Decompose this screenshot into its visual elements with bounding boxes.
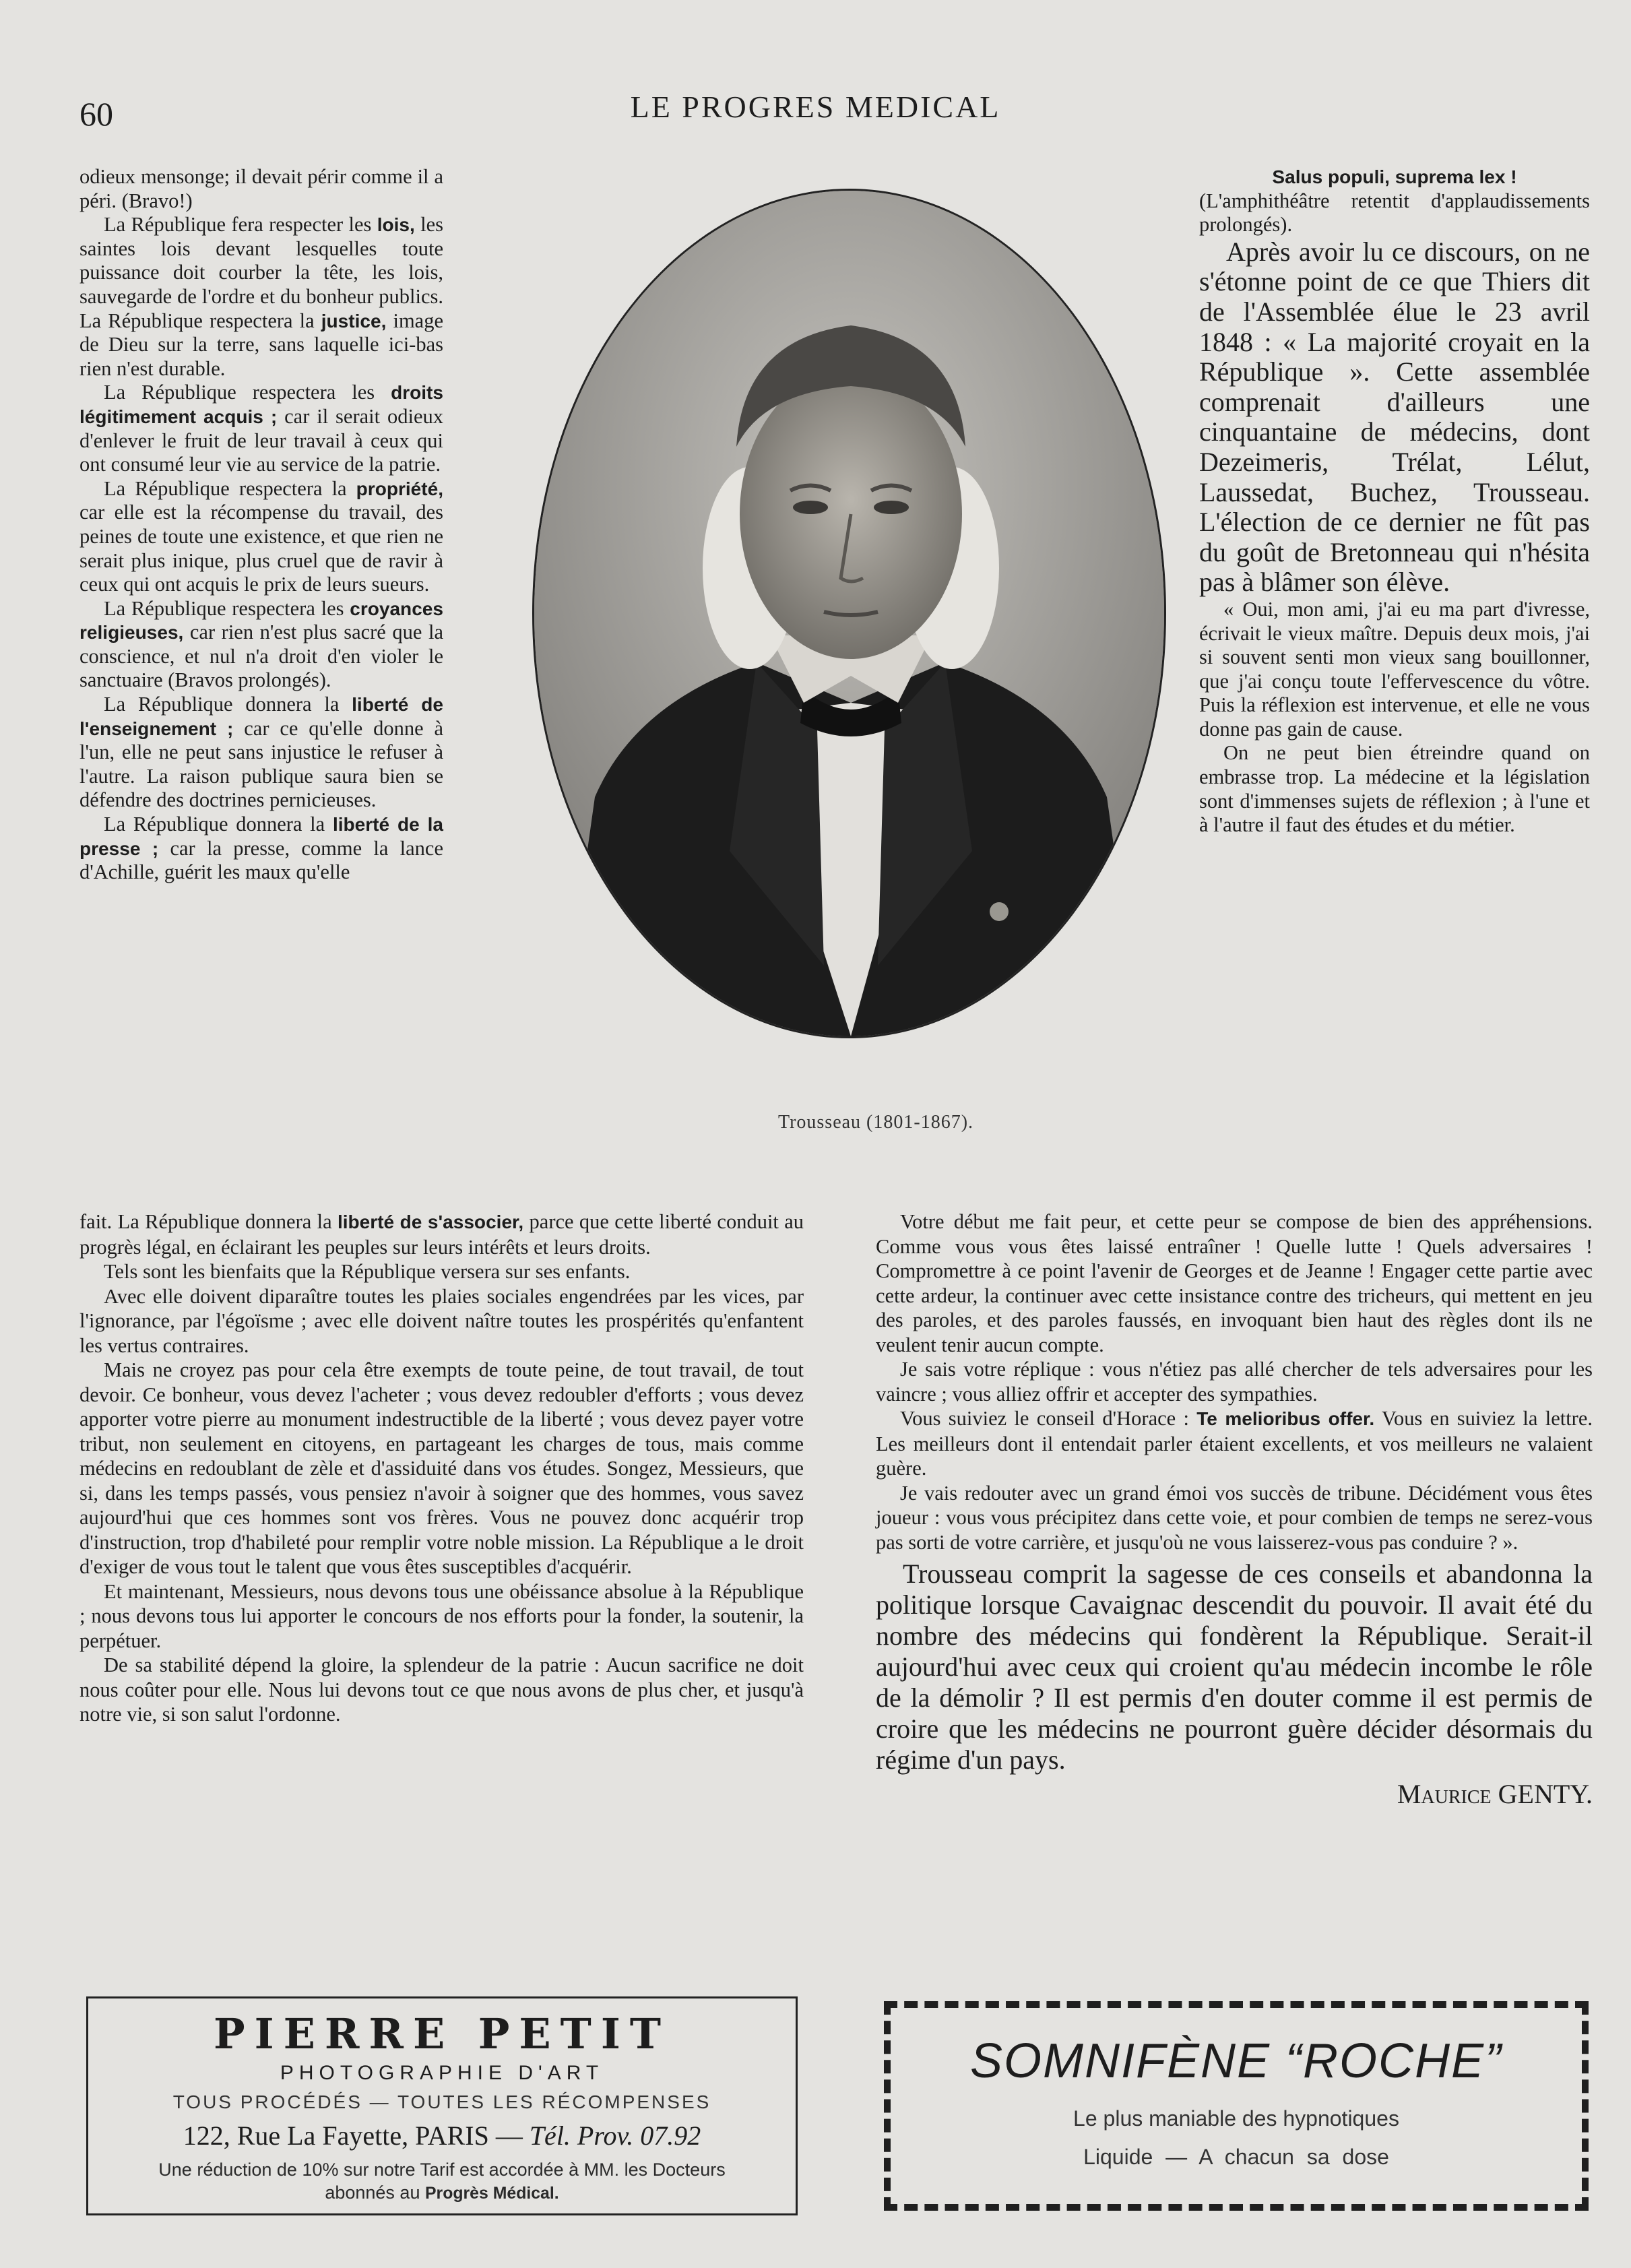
paragraph: On ne peut bien étreindre quand on embrasse trop. La médecine et la législation sont d'immenses sujets de réflexion ; à l'une et à l'autre il faut des études et du métier. bbox=[1199, 741, 1590, 837]
paragraph: Et maintenant, Messieurs, nous devons tous une obéissance absolue à la République ; nous devons tous lui apporter le concours de nos efforts pour la fonder, la soutenir, la perpétuer. bbox=[79, 1579, 804, 1652]
ad-subtitle: PHOTOGRAPHIE D'ART bbox=[280, 2062, 604, 2084]
right-column bbox=[1199, 165, 1590, 838]
paragraph: La République respectera les droits légitimement acquis ; car il serait odieux d'enlever le fruit de leur travail à ceux qui ont consumé leur vie au service de la patrie. bbox=[79, 381, 443, 476]
motto: Salus populi, suprema lex ! bbox=[1272, 166, 1517, 187]
paragraph: Votre début me fait peur, et cette peur se compose de bien des appréhensions. Comme vous vous êtes laissé entraîner ! Quelle lutte ! Quels adversaires ! Compromettre à ce point l'avenir de Georges et de Jeanne ! Engager cette partie avec cette ardeur, la continuer avec cette insistance contre des tricheurs, qui mettent en jeu des paroles, et des paroles faussés, en invoquant bien haut des règles dont ils ne veulent tenir aucun compte. bbox=[876, 1210, 1593, 1356]
portrait-illustration bbox=[534, 191, 1164, 1036]
paragraph: Tels sont les bienfaits que la République versera sur ses enfants. bbox=[104, 1260, 631, 1283]
left-column bbox=[79, 165, 443, 885]
journal-title: LE PROGRES MEDICAL bbox=[630, 90, 1001, 124]
paragraph: Mais ne croyez pas pour cela être exempts de toute peine, de tout travail, de tout devoir. Ce bonheur, vous devez l'acheter ; vous devez redoubler d'efforts ; vous devez apporter votre pierre au monument indestructible de la liberté ; vous devez payer votre tribut, non seulement en citoyens, en partageant les charges de tous, mais comme médecins en redoublant de zèle et d'assiduité dans vos études. Songez, Messieurs, que si, dans les temps passés, vous pensiez n'avoir à soigner que des hommes, vous savez aujourd'hui que ces hommes sont vos frères. Vous ne pouvez donc acquérir trop d'instruction, trop d'habileté pour remplir votre noble mission. La République a le droit d'exiger de vous tout le talent que vous êtes susceptibles d'acquérir. bbox=[79, 1358, 804, 1578]
ad-line: Liquide — A chacun sa dose bbox=[1083, 2145, 1389, 2169]
paragraph: fait. La République donnera la liberté de s'associer, parce que cette liberté conduit au progrès légal, en éclairant les peuples sur leurs intérêts et leurs droits. bbox=[79, 1210, 804, 1259]
paragraph: La République donnera la liberté de la presse ; car la presse, comme la lance d'Achille, guérit les maux qu'elle bbox=[79, 813, 444, 884]
paragraph: La République donnera la liberté de l'enseignement ; car ce qu'elle donne à l'un, elle ne peut sans injustice le refuser à l'autre. La raison publique saura bien se défendre des doctrines pernicieuses. bbox=[79, 693, 443, 812]
portrait-image bbox=[532, 189, 1166, 1038]
paragraph: Vous suiviez le conseil d'Horace : Te melioribus offer. Vous en suiviez la lettre. Les meilleurs dont il entendait parler étaient excellents, et vos meilleurs ne valaient guère. bbox=[876, 1407, 1593, 1480]
ad-brand-name: PIERRE PETIT bbox=[214, 2009, 670, 2058]
wide-right-column bbox=[876, 1209, 1593, 1807]
paragraph: De sa stabilité dépend la gloire, la splendeur de la patrie : Aucun sacrifice ne doit nous coûter pour elle. Nous lui devons tout ce que nous avons de plus cher, et jusqu'à notre vie, si son salut l'ordonne. bbox=[79, 1653, 804, 1726]
ad-address-line: 122, Rue La Fayette, PARIS — Tél. Prov. 07.92 bbox=[183, 2120, 701, 2151]
ad-somnifene bbox=[876, 1993, 1597, 2219]
paragraph: La République respectera les croyances religieuses, car rien n'est plus sacré que la conscience, et nul n'a droit d'en violer le sanctuaire (Bravos prolongés). bbox=[79, 596, 443, 692]
paragraph: La République respectera la propriété, car elle est la récompense du travail, des peines de toute une existence, et que rien ne serait plus inique, plus cruel que de ravir à ceux qui ont acquis le prix de leurs sueurs. bbox=[79, 476, 443, 596]
ad-dashed-frame bbox=[884, 2001, 1589, 2211]
author-signature: Maurice GENTY. bbox=[1397, 1779, 1593, 1809]
paragraph: odieux mensonge; il devait périr comme il a péri. (Bravo!) bbox=[79, 165, 443, 212]
applause-note: (L'amphithéâtre retentit d'applaudissements prolongés). bbox=[1199, 189, 1590, 237]
ad-pierre-petit bbox=[86, 1996, 798, 2215]
page-number: 60 bbox=[79, 95, 113, 133]
ad-line: Le plus maniable des hypnotiques bbox=[1073, 2106, 1399, 2131]
ad-tagline: TOUS PROCÉDÉS — TOUTES LES RÉCOMPENSES bbox=[172, 2091, 711, 2112]
paragraph-large: Trousseau comprit la sagesse de ces conseils et abandonna la politique lorsque Cavaignac descendit du pouvoir. Il avait été du nombre des médecins qui fondèrent la République. Serait-il aujourd'hui avec ceux qui croient qu'au médecin incombe le rôle de la démolir ? Il est permis d'en douter comme il est permis de croire que les médecins ne pourront guère décider désormais du régime d'un pays. bbox=[876, 1558, 1593, 1775]
paragraph: « Oui, mon ami, j'ai eu ma part d'ivresse, écrivait le vieux maître. Depuis deux mois, j'ai si souvent senti mon vieux sang bouillonner, que j'ai conçu toute l'effervescence du vôtre. Puis la réflexion est intervenue, et elle ne vous donne pas gain de cause. bbox=[1199, 597, 1590, 741]
paragraph: La République fera respecter les lois, les saintes lois devant lesquelles toute puissance doit courber la tête, les lois, sauvegarde de l'ordre et du bonheur publics. La République respectera la justice, image de Dieu sur la terre, sans laquelle ici-bas rien n'est durable. bbox=[79, 213, 443, 380]
wide-left-column bbox=[79, 1209, 804, 1727]
portrait-caption: Trousseau (1801-1867). bbox=[777, 1112, 974, 1133]
paragraph: Avec elle doivent diparaître toutes les plaies sociales engendrées par les vices, par l'ignorance, par l'égoïsme ; avec elle doivent naître toutes les prospérités qu'enfantent les vertus contraires. bbox=[79, 1284, 804, 1357]
paragraph: Je vais redouter avec un grand émoi vos succès de tribune. Décidément vous êtes joueur : vous vous précipitez dans cette voie, et pour combien de temps ne serez-vous pas sorti de votre carrière, et jusqu'où ne vous laisserez-vous pas conduire ? ». bbox=[876, 1481, 1593, 1554]
paragraph-large: Après avoir lu ce discours, on ne s'étonne point de ce que Thiers dit de l'Assemblée élue le 23 avril 1848 : « La majorité croyait en la République ». Cette assemblée comprenait d'ailleurs une cinquantaine de médecins, dont Dezeimeris, Trélat, Lélut, Laussedat, Buchez, Trousseau. L'élection de ce dernier ne fût pas du goût de Bretonneau qui n'hésita pas à blâmer son élève. bbox=[1199, 236, 1590, 598]
ad-product-name: SOMNIFÈNE “ROCHE” bbox=[970, 2034, 1502, 2088]
ad-note: Une réduction de 10% sur notre Tarif est accordée à MM. les Docteurs abonnés au Progrès Médical. bbox=[158, 2160, 726, 2203]
paragraph: Je sais votre réplique : vous n'étiez pas allé chercher de tels adversaires pour les vaincre ; vous alliez offrir et accepter des sympathies. bbox=[876, 1358, 1593, 1406]
